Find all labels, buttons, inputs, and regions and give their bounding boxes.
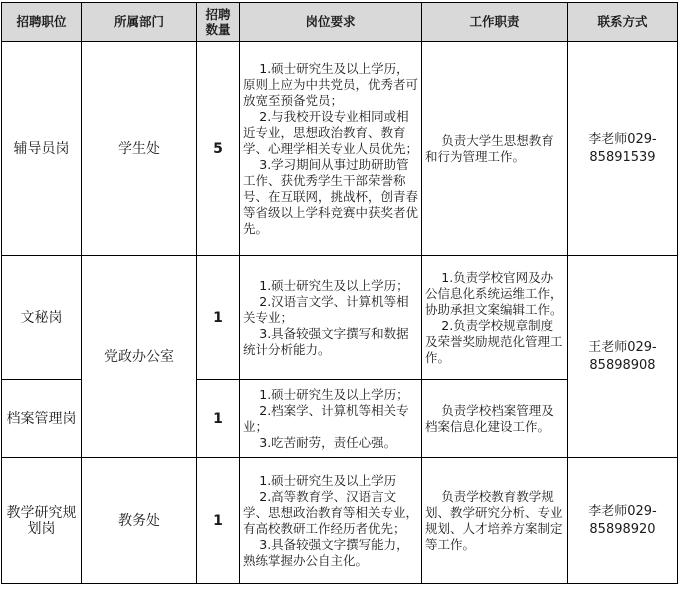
table-row-teaching-research xyxy=(2,458,678,584)
position-cell: 档案管理岗 xyxy=(2,380,82,458)
count-cell: 1 xyxy=(197,256,240,380)
requirements-cell xyxy=(240,458,422,584)
requirements-cell xyxy=(240,42,422,256)
contact-phone: 85898908 xyxy=(589,357,656,373)
requirement-item: 3.吃苦耐劳，责任心强。 xyxy=(259,434,397,450)
duty-item: 2.负责学校规章制度及荣誉奖励规范化管理工作。 xyxy=(425,317,563,365)
header-count xyxy=(197,3,240,42)
department-cell: 教务处 xyxy=(82,458,197,584)
department-cell: 学生处 xyxy=(82,42,197,256)
header-duties: 工作职责 xyxy=(422,3,568,42)
header-department: 所属部门 xyxy=(82,3,197,42)
header-requirements: 岗位要求 xyxy=(240,3,422,42)
contact-cell xyxy=(568,458,678,584)
requirement-item: 1.硕士研究生及以上学历； xyxy=(259,386,409,402)
contact-phone: 85891539 xyxy=(589,149,656,165)
position-cell: 教学研究规划岗 xyxy=(2,458,82,584)
count-cell: 1 xyxy=(197,458,240,584)
position-cell: 文秘岗 xyxy=(2,256,82,380)
requirements-cell xyxy=(240,380,422,458)
count-cell: 1 xyxy=(197,380,240,458)
table-row-secretary xyxy=(2,256,678,380)
contact-cell xyxy=(568,256,678,458)
requirement-item: 1.硕士研究生及以上学历，原则上应为中共党员，优秀者可放宽至预备党员； xyxy=(243,60,419,108)
duties-cell xyxy=(422,256,568,380)
contact-cell xyxy=(568,42,678,256)
contact-name: 李老师029- xyxy=(588,503,657,519)
requirement-item: 3.具备较强文字撰写和数据统计分析能力。 xyxy=(243,325,409,357)
requirement-item: 3.学习期间从事过助研助管工作、获优秀学生干部荣誉称号、在互联网，挑战杯，创青春等省级以上学科竞赛中获奖者优先。 xyxy=(243,156,419,236)
requirement-item: 1.硕士研究生及以上学历； xyxy=(259,277,409,293)
count-cell: 5 xyxy=(197,42,240,256)
table-row-counselor xyxy=(2,42,678,256)
duties-cell xyxy=(422,458,568,584)
duty-item: 负责学校档案管理及档案信息化建设工作。 xyxy=(425,402,554,434)
requirements-cell xyxy=(240,256,422,380)
header-contact: 联系方式 xyxy=(568,3,678,42)
requirement-item: 2.高等教育学、汉语言文学、思想政治教育等相关专业，有高校教研工作经历者优先； xyxy=(243,488,419,536)
requirement-item: 3.具备较强文字撰写能力，熟练掌握办公自主化。 xyxy=(243,536,409,568)
contact-name: 王老师029- xyxy=(588,339,657,355)
position-cell: 辅导员岗 xyxy=(2,42,82,256)
header-row xyxy=(2,3,678,42)
contact-phone: 85898920 xyxy=(589,521,656,537)
duties-cell xyxy=(422,42,568,256)
requirement-item: 2.档案学、计算机等相关专业； xyxy=(243,402,409,434)
contact-name: 李老师029- xyxy=(588,131,657,147)
requirement-item: 1.硕士研究生及以上学历 xyxy=(259,472,397,488)
duty-item: 负责学校教育教学规划、教学研究分析、专业规划、人才培养方案制定等工作。 xyxy=(425,488,563,552)
requirement-item: 2.与我校开设专业相同或相近专业，思想政治教育、教育学、心理学相关专业人员优先； xyxy=(243,108,419,156)
header-count-label: 招聘数量 xyxy=(205,7,231,37)
duty-item: 1.负责学校官网及办公信息化系统运维工作，协助承担文案编辑工作。 xyxy=(425,269,563,317)
requirement-item: 2.汉语言文学、计算机等相关专业； xyxy=(243,293,409,325)
header-position: 招聘职位 xyxy=(2,3,82,42)
recruitment-table xyxy=(1,2,678,584)
duty-item: 负责大学生思想教育和行为管理工作。 xyxy=(425,132,554,164)
duties-cell xyxy=(422,380,568,458)
department-cell: 党政办公室 xyxy=(82,256,197,458)
